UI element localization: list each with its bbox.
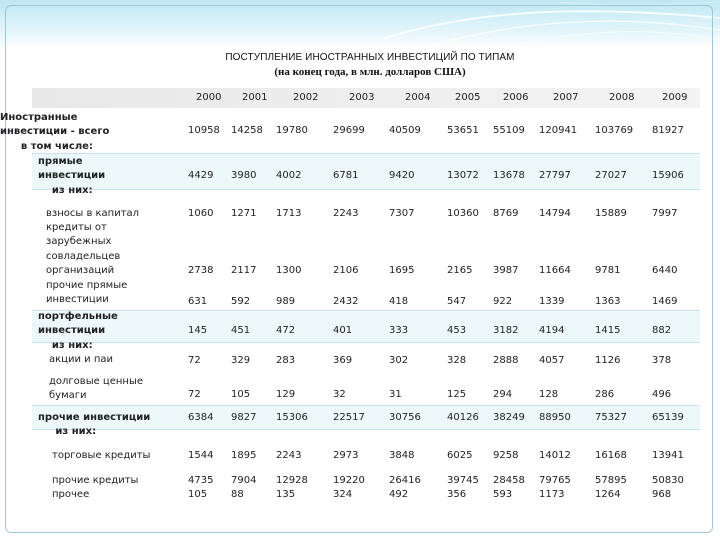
table-cell: 6384 xyxy=(188,412,214,423)
year-header: 2003 xyxy=(349,92,375,103)
table-cell: 15306 xyxy=(276,412,308,423)
table-cell: 329 xyxy=(231,355,251,366)
page-title: ПОСТУПЛЕНИЕ ИНОСТРАННЫХ ИНВЕСТИЦИЙ ПО ТИПАМ xyxy=(225,52,515,63)
table-cell: 26416 492 xyxy=(389,475,421,501)
table-cell: 4735 105 xyxy=(188,475,214,501)
table-cell: 3987 xyxy=(493,265,519,276)
table-cell: 6781 xyxy=(333,170,359,181)
table-cell: 32 xyxy=(333,389,346,400)
table-cell: 4429 xyxy=(188,170,214,181)
row-divider xyxy=(32,310,700,311)
table-cell: 120941 xyxy=(539,125,578,136)
table-cell: 7997 xyxy=(652,208,678,219)
year-header: 2002 xyxy=(293,92,319,103)
table-cell: 39745 356 xyxy=(447,475,479,501)
table-cell: 328 xyxy=(447,355,467,366)
table-cell: 10958 xyxy=(188,125,220,136)
table-cell: 7307 xyxy=(389,208,415,219)
table-cell: 13678 xyxy=(493,170,525,181)
table-cell: 1415 xyxy=(595,325,621,336)
row-label: взносы в капитал xyxy=(46,208,140,219)
table-cell: 1060 xyxy=(188,208,214,219)
table-cell: 1713 xyxy=(276,208,302,219)
table-cell: 128 xyxy=(539,389,559,400)
row-label: торговые кредиты xyxy=(52,450,151,461)
table-cell: 29699 xyxy=(333,125,365,136)
table-cell: 55109 xyxy=(493,125,525,136)
year-header: 2009 xyxy=(662,92,688,103)
table-cell: 3848 xyxy=(389,450,415,461)
table-cell: 2106 xyxy=(333,265,359,276)
table-cell: 333 xyxy=(389,325,409,336)
year-header: 2000 xyxy=(196,92,222,103)
table-cell: 19220 324 xyxy=(333,475,365,501)
table-cell: 7904 88 xyxy=(231,475,257,501)
table-cell: 88950 xyxy=(539,412,571,423)
year-header: 2008 xyxy=(609,92,635,103)
table-cell: 6440 xyxy=(652,265,678,276)
table-cell: 9258 xyxy=(493,450,519,461)
year-header: 2004 xyxy=(405,92,431,103)
table-cell: 10360 xyxy=(447,208,479,219)
table-cell: 14258 xyxy=(231,125,263,136)
row-label: кредиты от зарубежных совладельцев организаций xyxy=(46,222,121,277)
table-cell: 631 xyxy=(188,296,208,307)
table-cell: 2117 xyxy=(231,265,257,276)
table-cell: 989 xyxy=(276,296,296,307)
table-cell: 3980 xyxy=(231,170,257,181)
table-cell: 9827 xyxy=(231,412,257,423)
table-cell: 14012 xyxy=(539,450,571,461)
row-divider xyxy=(32,342,700,343)
table-cell: 401 xyxy=(333,325,353,336)
year-header: 2007 xyxy=(553,92,579,103)
table-cell: 13941 xyxy=(652,450,684,461)
table-cell: 922 xyxy=(493,296,513,307)
table-cell: 9781 xyxy=(595,265,621,276)
table-cell: 27027 xyxy=(595,170,627,181)
table-cell: 378 xyxy=(652,355,672,366)
table-cell: 2243 xyxy=(276,450,302,461)
row-divider xyxy=(32,405,700,406)
table-cell: 2243 xyxy=(333,208,359,219)
table-cell: 6025 xyxy=(447,450,473,461)
table-cell: 28458 593 xyxy=(493,475,525,501)
table-cell: 1300 xyxy=(276,265,302,276)
table-cell: 72 xyxy=(188,389,201,400)
year-header: 2001 xyxy=(242,92,268,103)
table-cell: 79765 1173 xyxy=(539,475,571,501)
table-cell: 369 xyxy=(333,355,353,366)
table-cell: 103769 xyxy=(595,125,634,136)
table-cell: 1469 xyxy=(652,296,678,307)
table-cell: 16168 xyxy=(595,450,627,461)
table-cell: 57895 1264 xyxy=(595,475,627,501)
row-label: акции и паи xyxy=(49,354,113,365)
row-label: прочие инвестиции из них: xyxy=(38,412,151,438)
row-label: Иностранные инвестиции - всего в том числе: xyxy=(0,112,110,152)
table-cell: 294 xyxy=(493,389,513,400)
table-cell: 72 xyxy=(188,355,201,366)
row-divider xyxy=(32,189,700,190)
table-cell: 4057 xyxy=(539,355,565,366)
table-cell: 2432 xyxy=(333,296,359,307)
table-cell: 418 xyxy=(389,296,409,307)
table-cell: 1339 xyxy=(539,296,565,307)
table-cell: 40126 xyxy=(447,412,479,423)
table-cell: 105 xyxy=(231,389,251,400)
table-cell: 302 xyxy=(389,355,409,366)
table-cell: 22517 xyxy=(333,412,365,423)
table-cell: 4194 xyxy=(539,325,565,336)
table-cell: 453 xyxy=(447,325,467,336)
table-cell: 1895 xyxy=(231,450,257,461)
table-cell: 1695 xyxy=(389,265,415,276)
year-header: 2005 xyxy=(455,92,481,103)
table-cell: 2738 xyxy=(188,265,214,276)
table-cell: 19780 xyxy=(276,125,308,136)
table-cell: 27797 xyxy=(539,170,571,181)
row-label: прочие прямые инвестиции xyxy=(46,280,128,306)
table-cell: 129 xyxy=(276,389,296,400)
table-cell: 31 xyxy=(389,389,402,400)
table-cell: 15906 xyxy=(652,170,684,181)
table-cell: 592 xyxy=(231,296,251,307)
table-cell: 11664 xyxy=(539,265,571,276)
row-label: портфельные инвестиции из них: xyxy=(38,311,118,351)
table-cell: 472 xyxy=(276,325,296,336)
table-cell: 2973 xyxy=(333,450,359,461)
table-cell: 8769 xyxy=(493,208,519,219)
row-label: прямые инвестиции из них: xyxy=(38,156,106,196)
table-cell: 40509 xyxy=(389,125,421,136)
table-cell: 53651 xyxy=(447,125,479,136)
table-cell: 286 xyxy=(595,389,615,400)
table-cell: 283 xyxy=(276,355,296,366)
table-cell: 9420 xyxy=(389,170,415,181)
table-cell: 15889 xyxy=(595,208,627,219)
table-cell: 1271 xyxy=(231,208,257,219)
table-cell: 81927 xyxy=(652,125,684,136)
row-label: прочие кредиты прочее xyxy=(52,475,139,501)
row-label: долговые ценные бумаги xyxy=(49,376,143,402)
row-divider xyxy=(32,153,700,154)
table-cell: 3182 xyxy=(493,325,519,336)
table-cell: 547 xyxy=(447,296,467,307)
table-cell: 50830 968 xyxy=(652,475,684,501)
table-cell: 145 xyxy=(188,325,208,336)
table-cell: 882 xyxy=(652,325,672,336)
table-cell: 4002 xyxy=(276,170,302,181)
table-cell: 125 xyxy=(447,389,467,400)
table-cell: 1126 xyxy=(595,355,621,366)
year-header: 2006 xyxy=(503,92,529,103)
table-cell: 1363 xyxy=(595,296,621,307)
table-cell: 65139 xyxy=(652,412,684,423)
table-cell: 30756 xyxy=(389,412,421,423)
table-cell: 75327 xyxy=(595,412,627,423)
table-cell: 451 xyxy=(231,325,251,336)
table-cell: 13072 xyxy=(447,170,479,181)
table-cell: 38249 xyxy=(493,412,525,423)
table-cell: 1544 xyxy=(188,450,214,461)
table-cell: 2165 xyxy=(447,265,473,276)
table-cell: 14794 xyxy=(539,208,571,219)
page-subtitle: (на конец года, в млн. долларов США) xyxy=(274,66,466,78)
table-cell: 2888 xyxy=(493,355,519,366)
table-cell: 496 xyxy=(652,389,672,400)
table-cell: 12928 135 xyxy=(276,475,308,501)
